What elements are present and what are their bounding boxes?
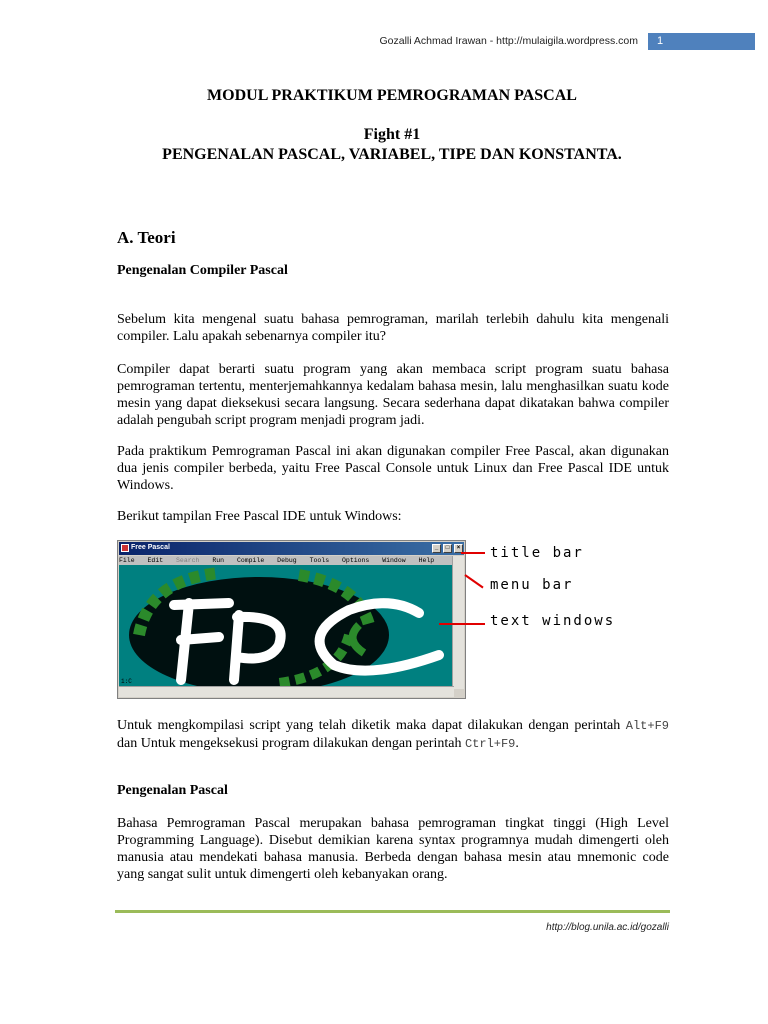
menu-item: File [119,557,135,564]
paragraph-shortcuts [117,717,669,753]
minimize-icon: _ [432,544,441,553]
shortcut-compile: Alt+F9 [625,719,669,733]
menu-item: Debug [277,557,297,564]
subheading-compiler: Pengenalan Compiler Pascal [117,263,288,278]
callout-text-windows: text windows [490,613,616,629]
page-number-badge [648,33,755,50]
menu-item: Edit [147,557,164,564]
footer-divider [115,910,670,913]
shortcut-run: Ctrl+F9 [464,737,516,751]
page-number: 1 [657,35,664,47]
close-icon: × [454,544,463,553]
fpc-logo [119,565,454,686]
section-heading: A. Teori [117,228,176,247]
ide-title-bar [119,542,464,555]
callout-menu-bar: menu bar [490,577,574,593]
text: . [515,736,519,751]
menu-item: Window [382,557,406,564]
text: dan Untuk mengeksekusi program dilakukan dengan perintah [117,736,465,751]
paragraph: Sebelum kita mengenal suatu bahasa pemrograman, marilah terlebih dahulu kita mengenali compiler. Lalu apakah sebenarnya compiler itu? [117,312,669,344]
menu-item: Run [212,557,225,564]
menu-item: Search [176,557,200,564]
chapter-number: Fight #1 [363,126,421,143]
menu-item: Tools [309,557,330,564]
menu-item: Help [418,557,435,564]
maximize-icon: □ [443,544,452,553]
text: Untuk mengkompilasi script yang telah diketik maka dapat dilakukan dengan perintah [117,718,626,733]
horizontal-scrollbar [119,686,454,697]
menu-item: Compile [236,557,265,564]
free-pascal-ide-figure [117,540,623,700]
document-title: MODUL PRAKTIKUM PEMROGRAMAN PASCAL [207,87,577,104]
ide-window [117,540,466,699]
footer-url: http://blog.unila.ac.id/gozalli [546,922,669,933]
ide-text-window [119,565,454,686]
subheading-pascal: Pengenalan Pascal [117,783,228,798]
callout-line [464,574,483,588]
app-icon [121,544,129,552]
callout-title-bar: title bar [490,545,584,561]
paragraph: Bahasa Pemrograman Pascal merupakan bahasa pemrograman tingkat tinggi (High Level Programming Language). Disebut demikian karena syntax programnya mudah dimengerti oleh manusia atau mendekati bahasa manusia. Berbeda dengan bahasa mesin atau mnemonic code yang sangat sulit untuk dimengerti oleh kebanyakan orang. [117,816,669,882]
callout-line [461,552,485,554]
menu-item: Options [342,557,370,564]
ide-status: 1:C [121,678,132,685]
paragraph: Pada praktikum Pemrograman Pascal ini akan digunakan compiler Free Pascal, akan digunakan dua jenis compiler berbeda, yaitu Free Pascal Console untuk Linux dan Free Pascal IDE untuk Windows. [117,444,669,493]
callout-line [439,623,485,625]
chapter-title: PENGENALAN PASCAL, VARIABEL, TIPE DAN KONSTANTA. [162,146,622,163]
paragraph: Berikut tampilan Free Pascal IDE untuk Windows: [117,509,402,524]
paragraph: Compiler dapat berarti suatu program yang akan membaca script program suatu bahasa pemrograman tertentu, menterjemahkannya kedalam bahasa mesin, lalu menghasilkan suatu kode mesin yang dapat dieksekusi secara langsung. Secara sederhana dapat dikatakan bahwa compiler adalah pengubah script program menjadi program jadi. [117,362,669,428]
ide-menu-bar [119,556,454,565]
ide-window-title: Free Pascal [131,544,170,551]
header-author-url: Gozalli Achmad Irawan - http://mulaigila.wordpress.com [379,35,638,47]
